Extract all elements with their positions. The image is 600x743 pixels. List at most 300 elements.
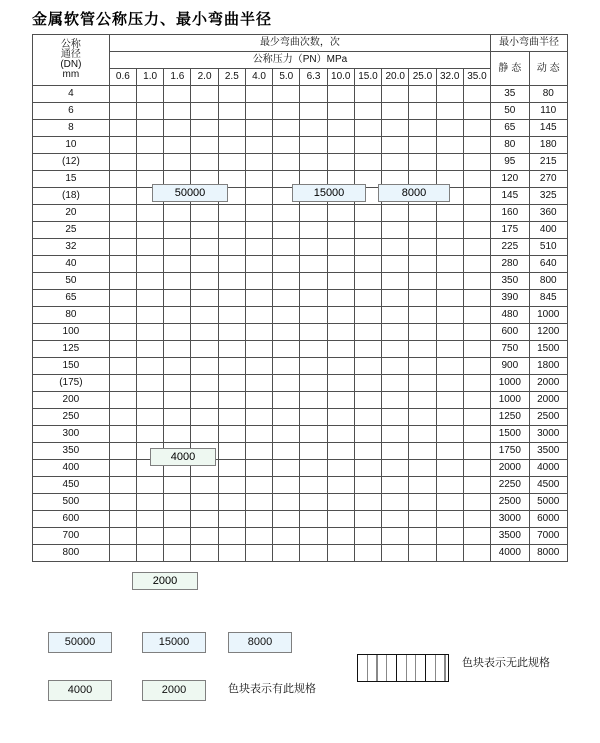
pn-header: 公称压力（PN）MPa (109, 52, 490, 69)
dn-header-line-3: (DN) (60, 59, 82, 70)
pn-value-header: 0.6 (109, 69, 136, 86)
spec-cell (109, 545, 136, 562)
dynamic-radius-cell: 6000 (529, 511, 568, 528)
spec-cell (300, 460, 327, 477)
spec-cell (273, 205, 300, 222)
spec-cell (137, 86, 164, 103)
spec-cell (191, 290, 218, 307)
spec-cell (354, 460, 381, 477)
spec-cell (191, 137, 218, 154)
spec-cell (436, 443, 463, 460)
spec-cell (354, 103, 381, 120)
spec-cell (109, 290, 136, 307)
table-row (33, 273, 568, 290)
spec-cell (300, 222, 327, 239)
spec-cell (463, 375, 490, 392)
spec-cell (191, 392, 218, 409)
spec-cell (409, 239, 436, 256)
spec-cell (327, 494, 354, 511)
dn-cell: 4 (33, 86, 110, 103)
spec-cell (382, 358, 409, 375)
overlay-label: 15000 (292, 184, 366, 202)
spec-cell (382, 392, 409, 409)
spec-cell (300, 256, 327, 273)
dn-cell: 32 (33, 239, 110, 256)
spec-cell (327, 256, 354, 273)
spec-cell (354, 443, 381, 460)
page-title: 金属软管公称压力、最小弯曲半径 (32, 11, 273, 28)
static-radius-cell: 1750 (491, 443, 529, 460)
table-row (33, 375, 568, 392)
dn-header-line-2: 通径 (60, 49, 81, 60)
spec-cell (409, 103, 436, 120)
spec-cell (327, 460, 354, 477)
spec-cell (137, 256, 164, 273)
table-row (33, 341, 568, 358)
spec-cell (436, 511, 463, 528)
spec-cell (164, 375, 191, 392)
dynamic-radius-cell: 2500 (529, 409, 568, 426)
spec-cell (109, 460, 136, 477)
spec-cell (382, 154, 409, 171)
pn-value-header: 1.6 (164, 69, 191, 86)
spec-cell (273, 409, 300, 426)
spec-cell (300, 205, 327, 222)
spec-cell (327, 290, 354, 307)
spec-cell (300, 545, 327, 562)
spec-cell (218, 120, 245, 137)
spec-cell (382, 324, 409, 341)
spec-cell (273, 307, 300, 324)
spec-cell (109, 341, 136, 358)
spec-cell (245, 528, 272, 545)
min-radius-header: 最小弯曲半径 (491, 35, 568, 52)
dynamic-radius-cell: 845 (529, 290, 568, 307)
spec-cell (300, 358, 327, 375)
spec-cell (109, 324, 136, 341)
spec-cell (245, 256, 272, 273)
spec-cell (109, 171, 136, 188)
legend-row-2 (32, 680, 568, 706)
spec-cell (409, 460, 436, 477)
table-row (33, 545, 568, 562)
spec-cell (164, 290, 191, 307)
spec-cell (382, 375, 409, 392)
spec-cell (218, 273, 245, 290)
spec-cell (137, 290, 164, 307)
dynamic-radius-cell: 110 (529, 103, 568, 120)
dn-header-line-1: 公称 (60, 39, 81, 50)
spec-cell (245, 103, 272, 120)
spec-cell (354, 256, 381, 273)
spec-cell (137, 511, 164, 528)
legend-box-15000: 15000 (142, 632, 206, 653)
spec-cell (137, 375, 164, 392)
spec-cell (109, 239, 136, 256)
spec-cell (409, 375, 436, 392)
spec-cell (463, 137, 490, 154)
pn-value-header: 5.0 (273, 69, 300, 86)
spec-cell (191, 120, 218, 137)
spec-cell (137, 528, 164, 545)
spec-cell (109, 307, 136, 324)
spec-cell (382, 239, 409, 256)
spec-cell (218, 477, 245, 494)
spec-cell (300, 528, 327, 545)
dynamic-radius-cell: 3500 (529, 443, 568, 460)
spec-cell (327, 358, 354, 375)
spec-cell (463, 222, 490, 239)
dn-cell: 125 (33, 341, 110, 358)
spec-cell (164, 511, 191, 528)
spec-cell (327, 545, 354, 562)
spec-cell (463, 443, 490, 460)
spec-cell (463, 392, 490, 409)
spec-cell (137, 222, 164, 239)
spec-cell (300, 154, 327, 171)
spec-cell (218, 375, 245, 392)
spec-cell (191, 222, 218, 239)
spec-cell (191, 528, 218, 545)
table-row (33, 103, 568, 120)
spec-cell (245, 443, 272, 460)
spec-cell (327, 137, 354, 154)
table-row (33, 443, 568, 460)
dn-cell: 65 (33, 290, 110, 307)
spec-cell (436, 528, 463, 545)
spec-cell (218, 290, 245, 307)
table-row (33, 477, 568, 494)
static-radius-cell: 65 (491, 120, 529, 137)
table-row (33, 154, 568, 171)
spec-cell (463, 494, 490, 511)
header-row-1 (33, 35, 568, 52)
spec-cell (218, 239, 245, 256)
spec-cell (463, 103, 490, 120)
spec-cell (164, 154, 191, 171)
overlay-label: 50000 (152, 184, 228, 202)
spec-cell (245, 341, 272, 358)
spec-cell (273, 545, 300, 562)
spec-table-wrapper (32, 34, 568, 587)
spec-cell (164, 256, 191, 273)
spec-cell (109, 392, 136, 409)
spec-cell (463, 205, 490, 222)
spec-cell (354, 426, 381, 443)
spec-cell (218, 154, 245, 171)
spec-cell (327, 528, 354, 545)
spec-cell (463, 154, 490, 171)
note-no-spec: 色块表示无此规格 (462, 657, 550, 669)
spec-cell (164, 528, 191, 545)
spec-cell (191, 375, 218, 392)
spec-cell (300, 307, 327, 324)
legend-box-50000: 50000 (48, 632, 112, 653)
dn-cell: 50 (33, 273, 110, 290)
spec-cell (300, 392, 327, 409)
spec-cell (164, 477, 191, 494)
dn-header-cell (33, 35, 110, 86)
spec-cell (245, 171, 272, 188)
table-row (33, 239, 568, 256)
spec-cell (191, 545, 218, 562)
static-radius-cell: 2250 (491, 477, 529, 494)
dynamic-radius-cell: 8000 (529, 545, 568, 562)
spec-cell (436, 239, 463, 256)
spec-cell (218, 341, 245, 358)
spec-cell (273, 239, 300, 256)
spec-cell (327, 324, 354, 341)
static-radius-cell: 225 (491, 239, 529, 256)
note-color-block: 色块表示有此规格 (228, 683, 316, 695)
spec-cell (327, 443, 354, 460)
spec-cell (109, 256, 136, 273)
spec-cell (436, 477, 463, 494)
static-radius-cell: 1000 (491, 392, 529, 409)
dynamic-radius-cell: 510 (529, 239, 568, 256)
spec-cell (436, 460, 463, 477)
header-row-2 (33, 52, 568, 69)
spec-cell (137, 324, 164, 341)
spec-cell (164, 137, 191, 154)
table-row (33, 222, 568, 239)
spec-cell (245, 358, 272, 375)
spec-cell (463, 307, 490, 324)
spec-cell (300, 137, 327, 154)
spec-cell (436, 324, 463, 341)
spec-cell (218, 307, 245, 324)
spec-cell (191, 324, 218, 341)
dynamic-radius-cell: 800 (529, 273, 568, 290)
pn-value-header: 32.0 (436, 69, 463, 86)
spec-cell (191, 409, 218, 426)
spec-cell (354, 409, 381, 426)
spec-cell (164, 273, 191, 290)
spec-cell (409, 426, 436, 443)
dynamic-radius-cell: 3000 (529, 426, 568, 443)
spec-cell (409, 409, 436, 426)
static-radius-cell: 1250 (491, 409, 529, 426)
static-radius-cell: 50 (491, 103, 529, 120)
spec-cell (300, 375, 327, 392)
pn-value-header: 10.0 (327, 69, 354, 86)
spec-cell (382, 222, 409, 239)
spec-cell (191, 307, 218, 324)
spec-cell (382, 86, 409, 103)
spec-cell (382, 137, 409, 154)
spec-cell (137, 103, 164, 120)
dynamic-radius-cell: 80 (529, 86, 568, 103)
spec-cell (218, 205, 245, 222)
dn-cell: 80 (33, 307, 110, 324)
spec-cell (327, 239, 354, 256)
spec-cell (164, 103, 191, 120)
spec-cell (382, 205, 409, 222)
spec-cell (218, 460, 245, 477)
spec-cell (463, 409, 490, 426)
spec-cell (354, 528, 381, 545)
spec-cell (218, 358, 245, 375)
spec-cell (382, 409, 409, 426)
spec-cell (300, 511, 327, 528)
spec-cell (218, 409, 245, 426)
spec-cell (409, 358, 436, 375)
static-radius-cell: 160 (491, 205, 529, 222)
spec-cell (218, 103, 245, 120)
spec-cell (463, 273, 490, 290)
spec-cell (245, 120, 272, 137)
spec-cell (218, 222, 245, 239)
spec-cell (191, 86, 218, 103)
spec-cell (191, 511, 218, 528)
table-row (33, 256, 568, 273)
table-row (33, 137, 568, 154)
dn-cell: 6 (33, 103, 110, 120)
spec-cell (409, 494, 436, 511)
spec-cell (245, 409, 272, 426)
static-radius-cell: 600 (491, 324, 529, 341)
spec-cell (245, 137, 272, 154)
dn-cell: 300 (33, 426, 110, 443)
dynamic-radius-cell: 4500 (529, 477, 568, 494)
spec-cell (327, 392, 354, 409)
spec-cell (436, 494, 463, 511)
spec-cell (436, 256, 463, 273)
spec-cell (409, 205, 436, 222)
spec-cell (300, 86, 327, 103)
spec-cell (164, 494, 191, 511)
spec-cell (354, 86, 381, 103)
spec-cell (300, 443, 327, 460)
dynamic-header: 动 态 (529, 52, 568, 86)
dn-header-line-4: mm (62, 69, 80, 80)
bend-times-header: 最少弯曲次数，次 (109, 35, 490, 52)
spec-cell (273, 460, 300, 477)
static-radius-cell: 900 (491, 358, 529, 375)
spec-cell (273, 273, 300, 290)
spec-cell (137, 137, 164, 154)
spec-cell (164, 86, 191, 103)
spec-cell (191, 239, 218, 256)
spec-cell (164, 120, 191, 137)
spec-cell (354, 290, 381, 307)
spec-cell (245, 273, 272, 290)
spec-cell (218, 324, 245, 341)
spec-cell (463, 171, 490, 188)
dn-cell: 25 (33, 222, 110, 239)
spec-cell (137, 358, 164, 375)
spec-cell (164, 307, 191, 324)
spec-cell (382, 341, 409, 358)
spec-cell (327, 511, 354, 528)
dynamic-radius-cell: 2000 (529, 375, 568, 392)
spec-cell (109, 528, 136, 545)
spec-cell (463, 188, 490, 205)
spec-cell (436, 120, 463, 137)
dn-cell: 250 (33, 409, 110, 426)
overlay-label: 8000 (378, 184, 450, 202)
spec-cell (245, 222, 272, 239)
spec-cell (273, 443, 300, 460)
spec-cell (191, 205, 218, 222)
spec-cell (109, 120, 136, 137)
spec-cell (273, 324, 300, 341)
static-radius-cell: 480 (491, 307, 529, 324)
spec-cell (463, 511, 490, 528)
spec-cell (109, 477, 136, 494)
spec-cell (109, 205, 136, 222)
dn-cell: 500 (33, 494, 110, 511)
spec-cell (354, 392, 381, 409)
spec-cell (463, 341, 490, 358)
legend-box-8000: 8000 (228, 632, 292, 653)
dn-cell: 100 (33, 324, 110, 341)
spec-cell (218, 256, 245, 273)
dn-cell: (12) (33, 154, 110, 171)
spec-cell (191, 358, 218, 375)
spec-cell (463, 239, 490, 256)
spec-cell (463, 528, 490, 545)
dynamic-radius-cell: 640 (529, 256, 568, 273)
spec-cell (109, 375, 136, 392)
table-row (33, 460, 568, 477)
spec-cell (164, 205, 191, 222)
dn-cell: 10 (33, 137, 110, 154)
overlay-label: 4000 (150, 448, 216, 466)
pn-value-header: 2.0 (191, 69, 218, 86)
spec-cell (409, 256, 436, 273)
spec-cell (273, 341, 300, 358)
static-radius-cell: 120 (491, 171, 529, 188)
spec-cell (137, 205, 164, 222)
spec-cell (245, 460, 272, 477)
spec-cell (191, 341, 218, 358)
spec-cell (245, 324, 272, 341)
spec-cell (218, 443, 245, 460)
spec-cell (273, 477, 300, 494)
spec-cell (463, 358, 490, 375)
table-row (33, 528, 568, 545)
dynamic-radius-cell: 1500 (529, 341, 568, 358)
spec-cell (436, 154, 463, 171)
spec-cell (382, 443, 409, 460)
table-row (33, 324, 568, 341)
dynamic-radius-cell: 325 (529, 188, 568, 205)
spec-cell (164, 392, 191, 409)
spec-cell (218, 528, 245, 545)
dn-cell: 800 (33, 545, 110, 562)
spec-table (32, 34, 568, 562)
spec-cell (109, 188, 136, 205)
spec-cell (137, 409, 164, 426)
legend-item-3 (48, 680, 112, 701)
spec-cell (327, 120, 354, 137)
legend-row-1 (32, 632, 568, 669)
static-radius-cell: 175 (491, 222, 529, 239)
spec-cell (354, 239, 381, 256)
table-row (33, 86, 568, 103)
spec-cell (409, 137, 436, 154)
spec-cell (164, 426, 191, 443)
spec-cell (273, 375, 300, 392)
spec-cell (109, 409, 136, 426)
spec-cell (109, 273, 136, 290)
dynamic-radius-cell: 5000 (529, 494, 568, 511)
spec-cell (354, 477, 381, 494)
legend-item-0 (48, 632, 112, 653)
spec-cell (463, 460, 490, 477)
pn-value-header: 2.5 (218, 69, 245, 86)
